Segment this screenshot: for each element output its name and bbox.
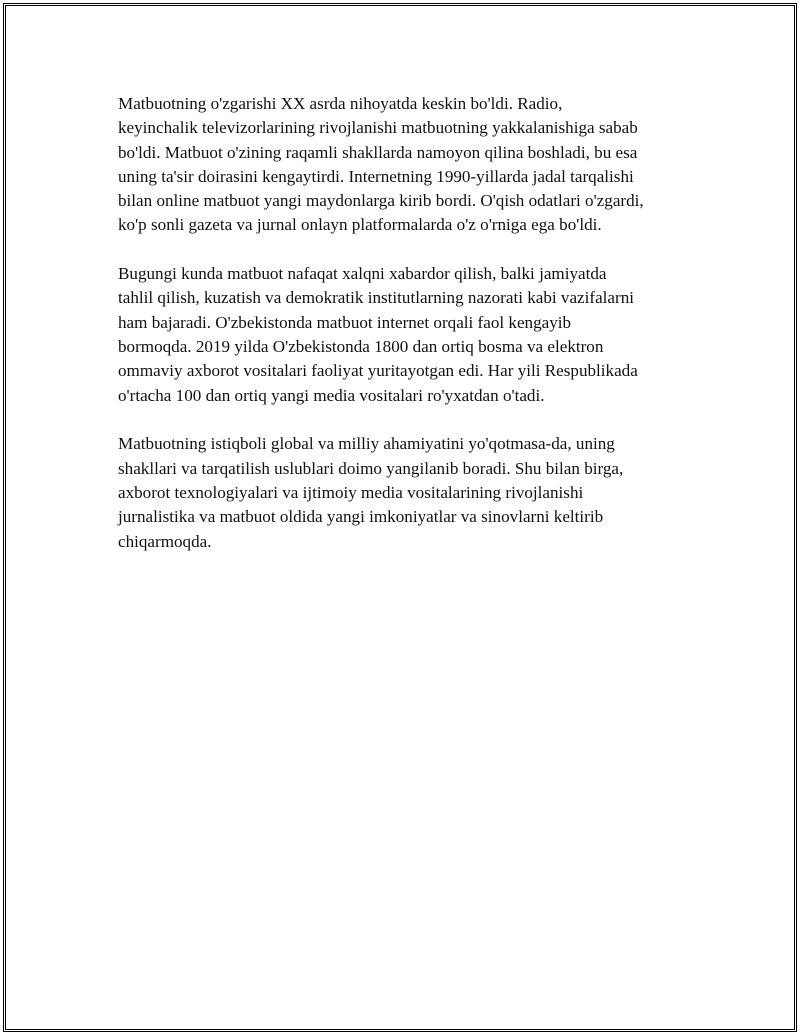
paragraph-line: shakllari va tarqatilish uslublari doimo yangilanib boradi. Shu bilan birga, [118,458,624,478]
paragraph-line: ko'p sonli gazeta va jurnal onlayn platformalarda o'z o'rniga ega bo'ldi. [118,215,602,235]
paragraph-line: tahlil qilish, kuzatish va demokratik institutlarning nazorati kabi vazifalarni [118,288,634,308]
paragraph-line: chiqarmoqda. [118,531,212,551]
paragraph-line: ham bajaradi. O'zbekistonda matbuot internet orqali faol kengayib [118,312,572,332]
paragraph-line: bo'ldi. Matbuot o'zining raqamli shakllarda namoyon qilina boshladi, bu esa [118,142,638,162]
document-body [118,92,688,578]
paragraph-line: jurnalistika va matbuot oldida yangi imkoniyatlar va sinovlarni keltirib [118,507,604,527]
paragraph-2 [118,262,688,408]
paragraph-line: bilan online matbuot yangi maydonlarga kirib bordi. O'qish odatlari o'zgardi, [118,191,644,211]
paragraph-line: bormoqda. 2019 yilda O'zbekistonda 1800 dan ortiq bosma va elektron [118,337,604,357]
paragraph-line: axborot texnologiyalari va ijtimoiy media vositalarining rivojlanishi [118,482,584,502]
paragraph-line: ommaviy axborot vositalari faoliyat yuritayotgan edi. Har yili Respublikada [118,361,638,381]
paragraph-3 [118,432,688,553]
paragraph-line: Matbuotning istiqboli global va milliy ahamiyatini yo'qotmasa-da, uning [118,434,615,454]
paragraph-1 [118,92,688,238]
paragraph-line: o'rtacha 100 dan ortiq yangi media vositalari ro'yxatdan o'tadi. [118,385,545,405]
paragraph-line: keyinchalik televizorlarining rivojlanishi matbuotning yakkalanishiga sabab [118,118,638,138]
paragraph-line: Bugungi kunda matbuot nafaqat xalqni xabardor qilish, balki jamiyatda [118,264,607,284]
paragraph-line: uning ta'sir doirasini kengaytirdi. Internetning 1990-yillarda jadal tarqalishi [118,166,634,186]
paragraph-line: Matbuotning o'zgarishi XX asrda nihoyatda keskin bo'ldi. Radio, [118,94,563,113]
